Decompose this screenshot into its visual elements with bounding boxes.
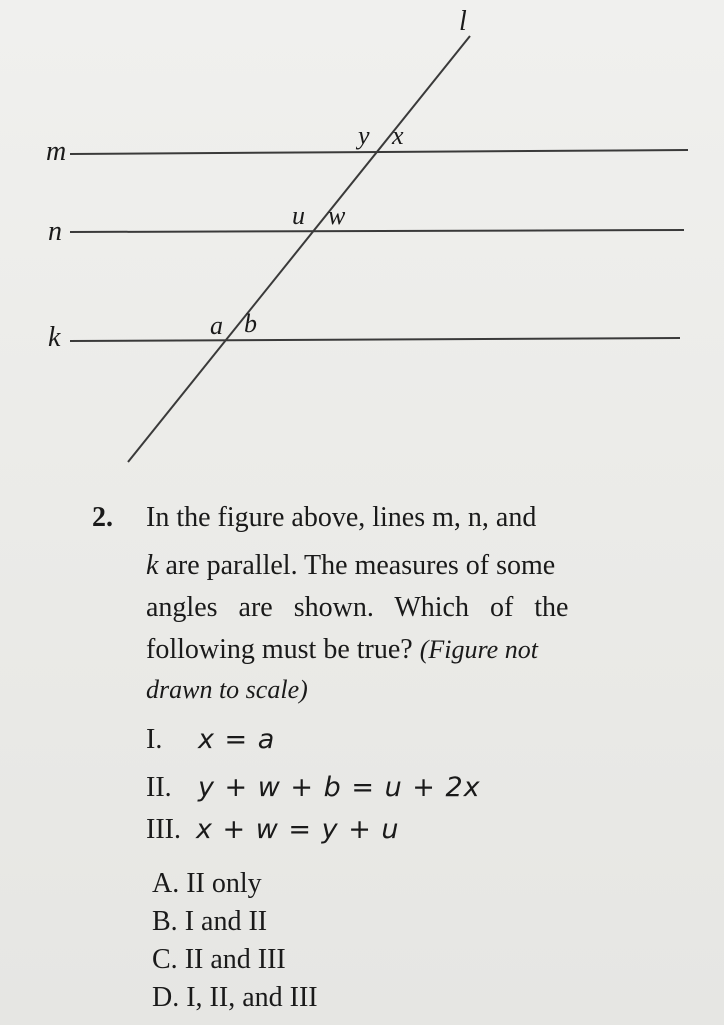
choice-b-text: I and II [184,906,268,937]
question-line-1-text: In the figure above, lines m, n, and [146,502,537,533]
choice-a[interactable] [152,868,262,900]
choice-b[interactable] [152,906,267,938]
angle-w: w [328,201,346,230]
label-m: m [46,136,67,167]
choice-c[interactable] [152,944,286,976]
question-line-4 [146,632,538,668]
choice-d-letter: D. [152,982,180,1013]
statement-2-expression: y + w + b = u + 2x [198,772,481,803]
statement-3-numeral: III. [146,814,181,845]
parallel-lines-figure [0,0,724,480]
line-n [70,230,684,232]
choice-b-letter: B. [152,906,178,937]
choice-d[interactable] [152,982,318,1014]
question-line-5 [146,672,308,708]
choice-c-letter: C. [152,944,178,975]
label-k: k [48,322,61,353]
label-n: n [48,216,62,247]
question-line-2-text: are parallel. The measures of some [165,550,556,581]
line-k [70,338,680,341]
question-line-5-italic: drawn to scale) [146,675,308,704]
angle-a: a [210,311,223,340]
statement-2 [146,772,481,804]
statement-2-numeral: II. [146,772,172,803]
question-line-1 [146,500,536,536]
choice-a-text: II only [186,868,262,899]
question-line-2-var: k [146,550,159,581]
choice-d-text: I, II, and III [186,982,318,1013]
question-line-4-italic: (Figure not [419,635,538,664]
statement-1-expression: x = a [198,724,276,755]
angle-u: u [292,201,305,230]
choice-c-text: II and III [184,944,286,975]
question-line-4-text: following must be true? [146,634,413,665]
question-line-2 [146,548,555,584]
statement-1 [146,724,275,756]
line-l-transversal [128,36,470,462]
statement-1-numeral: I. [146,724,163,755]
choice-a-letter: A. [152,868,180,899]
question-line-3-text: angles are shown. Which of the [146,592,569,623]
angle-x: x [392,121,404,150]
angle-y: y [358,121,370,150]
question-number: 2. [92,502,113,533]
statement-3-expression: x + w = y + u [196,814,400,845]
statement-3 [146,814,400,846]
question-line-3 [146,590,666,626]
angle-b: b [244,309,257,338]
label-l: l [459,6,467,37]
